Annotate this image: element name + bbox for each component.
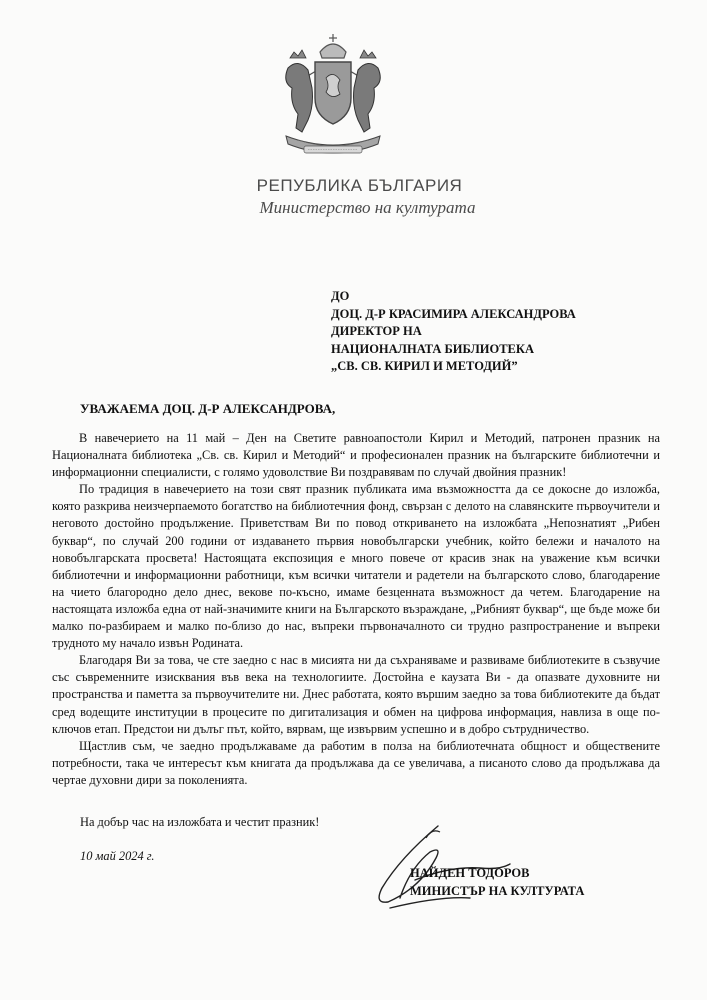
addressee-line: ДОЦ. Д-Р КРАСИМИРА АЛЕКСАНДРОВА: [331, 306, 576, 321]
signer-block: [410, 865, 584, 900]
letter-date: 10 май 2024 г.: [80, 849, 155, 863]
bulgarian-coat-of-arms-icon: [268, 28, 398, 168]
body-paragraph: По традиция в навечерието на този свят празник публиката има възможността да се докосне до изложба, която разкрива неизчерпаемото богатство на библиотечния фонд, свързан с делото на славянските първоучители и неговото достойно продължение. Приветствам Ви по повод откриването на изложбата „Непознатият „Рибен буквар“, по случай 200 години от издаването първия новобългарски учебник, който бележи и началото на новобългарската просвета! Настоящата експозиция е много повече от красив знак на уважение към всички библиотечни и информационни работници, към всички читатели и радетели на българското слово, благодарение на чието благородно дело днес, векове по-късно, имаме безценната възможност да четем. Благодарение на настоящата изложба една от най-значимите книги на Българското възраждане, „Рибният буквар“, ще бъде може би малко по-разбираем и малко по-близо до нас, въпреки първоначалното си трудно разпространение и въпреки трудното му начало извън Родината.: [52, 482, 660, 651]
letter-body: [52, 430, 660, 789]
addressee-line: ДИРЕКТОР НА: [331, 324, 422, 338]
body-paragraph: Благодаря Ви за това, че сте заедно с нас в мисията ни да съхраняваме и развиваме библиотеките в съзвучие със съвременните изисквания във века на технологиите. Достойна е каузата Ви - да опазвате духовните ни пространства и паметта за първоучителите ни. Днес работата, която вършим заедно за това библиотеките да бъдат сред водещите институции в процесите по дигитализация и обмен на цифрова информация, навлиза в още по-ключов етап. Предстои ни дълъг път, който, вярвам, ще извървим успешно и в добро сътрудничество.: [52, 653, 660, 736]
signer-title: МИНИСТЪР НА КУЛТУРАТА: [410, 883, 585, 898]
closing-line: На добър час на изложбата и честит празник!: [80, 815, 320, 829]
addressee-line: НАЦИОНАЛНАТА БИБЛИОТЕКА: [331, 341, 534, 356]
addressee-block: [331, 288, 576, 376]
body-paragraph: В навечерието на 11 май – Ден на Светите равноапостоли Кирил и Методий, патронен празник на Националната библиотека „Св. св. Кирил и Методий“ и професионален празник на българските библиотечни и информационни специалисти, с голямо удоволствие Ви поздравявам по случай двойния празник!: [52, 431, 660, 480]
body-paragraph: Щастлив съм, че заедно продължаваме да работим в полза на библиотечната общност и обществените потребности, така че интересът към книгата да продължава да се увеличава, а писаното слово да продължава да чертае духовни дири за поколенията.: [52, 738, 660, 787]
addressee-line: ДО: [331, 289, 350, 303]
addressee-line: „СВ. СВ. КИРИЛ И МЕТОДИЙ”: [331, 359, 518, 373]
republic-heading: РЕПУБЛИКА БЪЛГАРИЯ: [256, 176, 463, 195]
signer-name: НАЙДЕН ТОДОРОВ: [410, 866, 530, 880]
salutation: УВАЖАЕМА ДОЦ. Д-Р АЛЕКСАНДРОВА,: [80, 401, 336, 416]
ministry-heading: Министерство на културата: [259, 198, 476, 217]
